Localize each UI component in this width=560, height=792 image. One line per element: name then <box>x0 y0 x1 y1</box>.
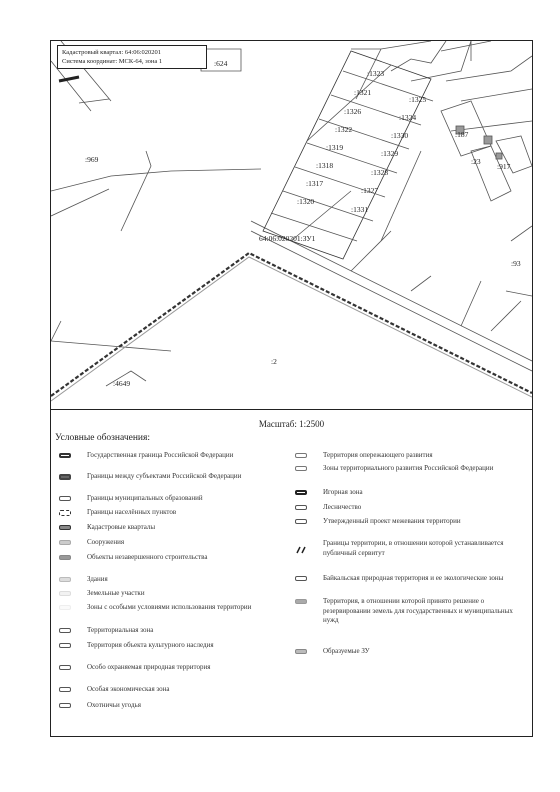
legend-item <box>57 663 287 673</box>
legend-symbol <box>59 577 71 582</box>
legend-symbol <box>295 599 307 604</box>
legend-text: Территория объекта культурного наследия <box>87 641 214 649</box>
legend-text: Территориальная зона <box>87 626 154 634</box>
legend-text: Границы между субъектами Российской Федерации <box>87 472 242 480</box>
parcel-outline-23 <box>471 146 511 201</box>
legend-symbol <box>295 541 307 549</box>
legend-symbol <box>59 643 71 648</box>
legend-text: Границы территории, в отношении которой устанавливается публичный сервитут <box>323 539 504 557</box>
legend-item <box>57 641 287 651</box>
parcel-label: :1328 <box>371 168 389 177</box>
parcel-label: :969 <box>85 155 99 164</box>
legend-text: Кадастровые кварталы <box>87 523 156 531</box>
legend-symbol <box>295 505 307 510</box>
legend-title: Условные обозначения: <box>55 433 151 443</box>
legend-symbol <box>59 591 71 596</box>
legend-symbol <box>295 576 307 581</box>
legend-text: Охотничьи угодья <box>87 701 141 709</box>
parcel-label: :1331 <box>351 205 369 214</box>
legend-item <box>57 575 287 585</box>
legend-symbol <box>59 703 71 708</box>
legend-symbol <box>59 540 71 545</box>
map-drawing <box>51 41 532 409</box>
legend-text: Границы муниципальных образований <box>87 494 203 502</box>
parcel-label: :1317 <box>306 179 324 188</box>
legend-text: Зоны с особыми условиями использования территории <box>87 603 252 611</box>
legend-item <box>57 538 287 548</box>
parcel-label: :1321 <box>354 88 372 97</box>
legend-symbol <box>295 466 307 471</box>
legend-item <box>293 464 523 474</box>
parcel-label: :1325 <box>409 95 427 104</box>
zu-boundary <box>51 253 532 396</box>
legend-symbol <box>59 496 71 501</box>
legend-text: Игорная зона <box>323 488 363 496</box>
legend-item <box>293 503 523 513</box>
parcel-label: :1324 <box>399 113 417 122</box>
legend-item <box>57 701 287 711</box>
parcel-label: :187 <box>455 130 469 139</box>
legend-item <box>293 451 523 461</box>
parcel-label: :1320 <box>297 197 315 206</box>
legend-symbol <box>295 519 307 524</box>
legend-item <box>293 647 523 657</box>
cadastral-sheet <box>50 40 533 737</box>
legend-item <box>57 451 287 461</box>
parcel-label: :1330 <box>391 131 409 140</box>
legend-item <box>293 539 523 558</box>
legend-item <box>57 523 287 533</box>
coordinate-system: Система координат: МСК-64, зона 1 <box>62 58 163 65</box>
parcel-label: :1323 <box>367 69 385 78</box>
parcel-label: :1326 <box>344 107 362 116</box>
legend-text: Территория опережающего развития <box>323 451 433 459</box>
legend-text: Государственная граница Российской Федерации <box>87 451 234 459</box>
quarter-number: Кадастровый квартал: 64:06:020201 <box>62 49 162 56</box>
legend-item <box>57 603 287 613</box>
legend-text: Здания <box>87 575 108 583</box>
legend-text: Границы населённых пунктов <box>87 508 177 516</box>
legend-text: Образуемые ЗУ <box>323 647 370 655</box>
map-info-box <box>57 45 207 69</box>
legend-symbol <box>59 605 71 610</box>
parcel-label: :23 <box>471 157 481 166</box>
parcel-label: :4649 <box>113 379 131 388</box>
parcel-outline-969 <box>51 169 261 216</box>
parcel-label: :1319 <box>326 143 344 152</box>
legend-text: Утвержденный проект межевания территории <box>323 517 461 525</box>
legend-text: Зоны территориального развития Российской Федерации <box>323 464 494 472</box>
parcel-label: :917 <box>497 162 511 171</box>
legend-item <box>57 553 287 563</box>
legend-symbol <box>59 555 71 560</box>
legend-item <box>57 589 287 599</box>
legend-symbol <box>295 649 307 654</box>
legend-text: Земельные участки <box>87 589 145 597</box>
legend-text: Особая экономическая зона <box>87 685 170 693</box>
legend-symbol <box>59 628 71 633</box>
legend-symbol <box>59 687 71 692</box>
new-parcel-label: 64:06:020201:ЗУ1 <box>259 234 316 243</box>
legend-symbol <box>295 490 307 495</box>
legend-item <box>57 472 287 482</box>
parcel-label: :1329 <box>381 149 399 158</box>
legend-text: Территория, в отношении которой принято решение о резервировании земель для государственных и муниципальных нужд <box>323 597 513 624</box>
legend-text: Объекты незавершенного строительства <box>87 553 208 561</box>
legend-symbol <box>59 453 71 458</box>
parcel-label: :2 <box>271 357 277 366</box>
cadastral-map <box>51 41 532 410</box>
legend-text: Лесничество <box>323 503 362 511</box>
legend-symbol <box>59 665 71 670</box>
legend-symbol <box>59 474 71 480</box>
legend-symbol <box>59 525 71 530</box>
legend-item <box>57 626 287 636</box>
legend-item <box>57 685 287 695</box>
legend-text: Сооружения <box>87 538 125 546</box>
legend-item <box>293 488 523 498</box>
legend-item <box>293 574 523 584</box>
parcel-label: :1322 <box>335 125 353 134</box>
parcel-label: :1327 <box>361 186 379 195</box>
legend-text: Особо охраняемая природная территория <box>87 663 211 671</box>
legend-text: Байкальская природная территория и ее экологические зоны <box>323 574 504 582</box>
legend-symbol <box>59 510 71 516</box>
parcel-label: :1318 <box>316 161 334 170</box>
map-scale: Масштаб: 1:2500 <box>258 419 325 429</box>
legend-item <box>293 517 523 527</box>
legend-item <box>293 597 523 626</box>
parcel-label: :93 <box>511 259 521 268</box>
legend-symbol <box>295 453 307 458</box>
legend-item <box>57 508 287 518</box>
legend-item <box>57 494 287 504</box>
parcel-label: :624 <box>214 59 228 68</box>
